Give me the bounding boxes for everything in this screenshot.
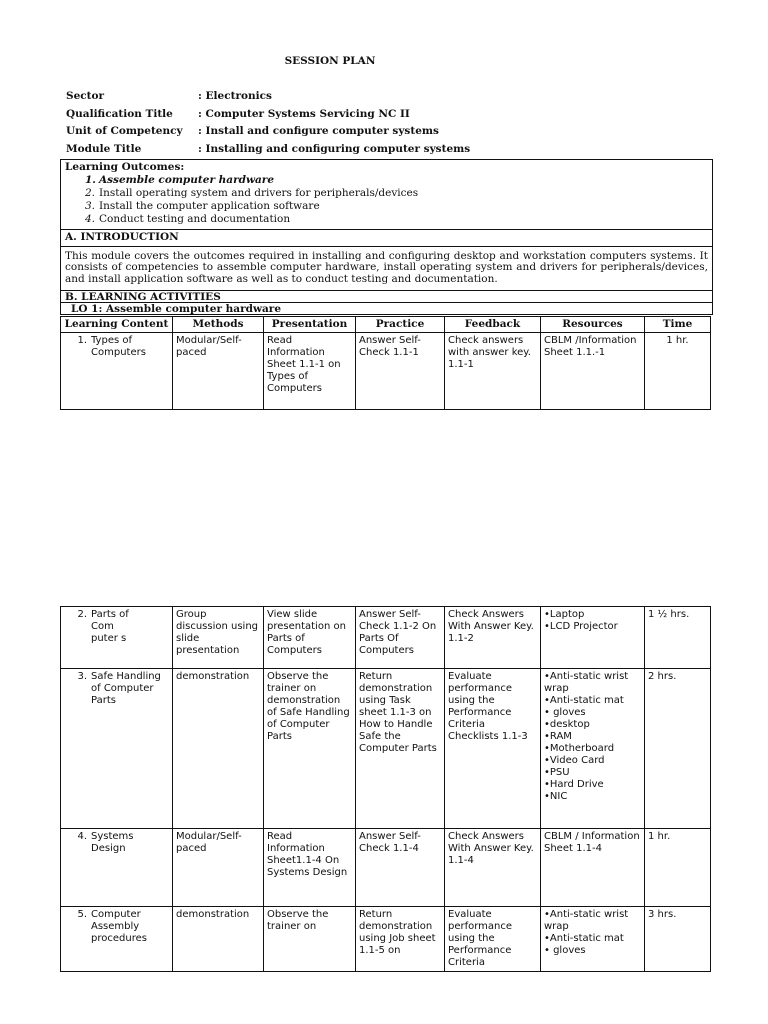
list-item	[85, 174, 708, 187]
row-number: 3.	[77, 671, 87, 682]
table-row	[61, 607, 711, 669]
learning-activities-heading: B. LEARNING ACTIVITIES	[60, 290, 713, 303]
cell-methods: demonstration	[173, 907, 264, 972]
cell-practice: Answer Self-Check 1.1-2 On Parts Of Computers	[356, 607, 445, 669]
cell-time: 1 ½ hrs.	[645, 607, 711, 669]
cell-methods: Modular/Self-paced	[173, 333, 264, 410]
meta-value: : Installing and configuring computer systems	[198, 142, 471, 155]
column-header: Practice	[356, 317, 445, 333]
table-row	[61, 333, 711, 410]
cell-resources	[541, 607, 645, 669]
introduction-text: This module covers the outcomes required in installing and configuring desktop and workstation computers systems. It consists of competencies to assemble computer hardware, install operating system and drivers for peripherals/devices, and install application software as well as to conduct testing and documentation.	[65, 249, 708, 285]
content-text: Safe Handling of Computer Parts	[91, 671, 161, 706]
cell-practice: Answer Self-Check 1.1-1	[356, 333, 445, 410]
cell-practice: Return demonstration using Task sheet 1.1-3 on How to Handle Safe the Computer Parts	[356, 669, 445, 829]
row-number: 2.	[77, 609, 87, 620]
cell-practice: Answer Self-Check 1.1-4	[356, 829, 445, 907]
resource-item: •Video Card	[544, 755, 605, 766]
table-row	[61, 669, 711, 829]
cell-resources	[541, 669, 645, 829]
cell-feedback: Evaluate performance using the Performance Criteria Checklists 1.1-3	[445, 669, 541, 829]
cell-presentation: Observe the trainer on demonstration of Safe Handling of Computer Parts	[264, 669, 356, 829]
cell-feedback: Check Answers With Answer Key. 1.1-2	[445, 607, 541, 669]
resource-item: • gloves	[544, 945, 586, 956]
list-text: Conduct testing and documentation	[99, 212, 291, 225]
cell-presentation: Read Information Sheet1.1-4 On Systems Design	[264, 829, 356, 907]
meta-row-unit	[66, 125, 470, 143]
resource-item: •LCD Projector	[544, 621, 618, 632]
lo1-heading: LO 1: Assemble computer hardware	[60, 302, 713, 315]
list-text: Install operating system and drivers for peripherals/devices	[99, 186, 419, 199]
cell-presentation: Read Information Sheet 1.1-1 on Types of Computers	[264, 333, 356, 410]
resource-item: • gloves	[544, 707, 586, 718]
resource-item: •Anti-static wrist wrap	[544, 909, 629, 932]
content-text: Parts of Com puter s	[91, 609, 129, 644]
meta-label: Qualification Title	[66, 107, 173, 120]
cell-content	[61, 907, 173, 972]
resource-item: •Laptop	[544, 609, 585, 620]
resource-item: CBLM / Information Sheet 1.1-4	[544, 831, 640, 854]
row-number: 5.	[77, 909, 87, 920]
meta-value: : Install and configure computer systems	[198, 125, 439, 137]
list-number: 2.	[85, 186, 96, 199]
cell-methods: Group discussion using slide presentation	[173, 607, 264, 669]
table-row	[61, 829, 711, 907]
list-number: 3.	[85, 199, 96, 212]
cell-methods: demonstration	[173, 669, 264, 829]
cell-presentation: View slide presentation on Parts of Computers	[264, 607, 356, 669]
resource-item: •Anti-static mat	[544, 695, 624, 706]
resource-item: •Anti-static wrist wrap	[544, 671, 629, 694]
cell-content	[61, 829, 173, 907]
page-title: SESSION PLAN	[284, 55, 376, 67]
resource-item: •Anti-static mat	[544, 933, 624, 944]
resource-item: CBLM /Information Sheet 1.1.-1	[544, 335, 637, 358]
learning-outcomes-box	[60, 159, 713, 230]
table-row	[61, 907, 711, 972]
meta-value: : Electronics	[198, 90, 272, 102]
meta-label: Module Title	[66, 142, 142, 155]
cell-content	[61, 607, 173, 669]
cell-time: 1 hr.	[645, 333, 711, 410]
cell-practice: Return demonstration using Job sheet 1.1-5 on	[356, 907, 445, 972]
cell-resources	[541, 829, 645, 907]
cell-feedback: Check Answers With Answer Key. 1.1-4	[445, 829, 541, 907]
resource-item: •Motherboard	[544, 743, 615, 754]
cell-time: 2 hrs.	[645, 669, 711, 829]
column-header: Presentation	[264, 317, 356, 333]
meta-row-module	[66, 143, 470, 161]
activities-table-page2	[60, 606, 711, 972]
column-header: Time	[645, 317, 711, 333]
introduction-heading: A. INTRODUCTION	[61, 231, 712, 247]
list-item	[85, 187, 708, 200]
resource-item: •desktop	[544, 719, 590, 730]
column-header: Methods	[173, 317, 264, 333]
cell-feedback: Evaluate performance using the Performance Criteria	[445, 907, 541, 972]
cell-resources	[541, 907, 645, 972]
cell-resources	[541, 333, 645, 410]
learning-outcomes-heading: Learning Outcomes:	[65, 161, 185, 173]
cell-time: 3 hrs.	[645, 907, 711, 972]
meta-row-qualification	[66, 108, 470, 126]
cell-content	[61, 333, 173, 410]
cell-presentation: Observe the trainer on	[264, 907, 356, 972]
activities-table-page1	[60, 316, 711, 410]
row-number: 1.	[77, 335, 87, 346]
column-header: Resources	[541, 317, 645, 333]
column-header: Learning Content	[61, 317, 173, 333]
list-number: 4.	[85, 212, 96, 225]
resource-item: •Hard Drive	[544, 779, 604, 790]
meta-label: Sector	[66, 90, 105, 102]
resource-item: •RAM	[544, 731, 572, 742]
meta-row-sector	[66, 90, 470, 108]
meta-value: : Computer Systems Servicing NC II	[198, 107, 410, 120]
resource-item: •NIC	[544, 791, 568, 802]
list-item	[85, 213, 708, 226]
introduction-box	[60, 229, 713, 291]
list-text: Install the computer application software	[99, 199, 320, 212]
cell-methods: Modular/Self-paced	[173, 829, 264, 907]
cell-feedback: Check answers with answer key. 1.1-1	[445, 333, 541, 410]
resource-item: •PSU	[544, 767, 570, 778]
list-item	[85, 200, 708, 213]
column-header: Feedback	[445, 317, 541, 333]
list-text: Assemble computer hardware	[99, 173, 274, 186]
content-text: Systems Design	[91, 831, 134, 854]
row-number: 4.	[77, 831, 87, 842]
content-text: Types of Computers	[91, 335, 146, 358]
list-number: 1.	[85, 173, 96, 186]
cell-time: 1 hr.	[645, 829, 711, 907]
meta-block	[66, 90, 470, 160]
learning-outcomes-list	[65, 174, 708, 226]
cell-content	[61, 669, 173, 829]
content-text: Computer Assembly procedures	[91, 909, 147, 944]
meta-label: Unit of Competency	[66, 125, 183, 137]
